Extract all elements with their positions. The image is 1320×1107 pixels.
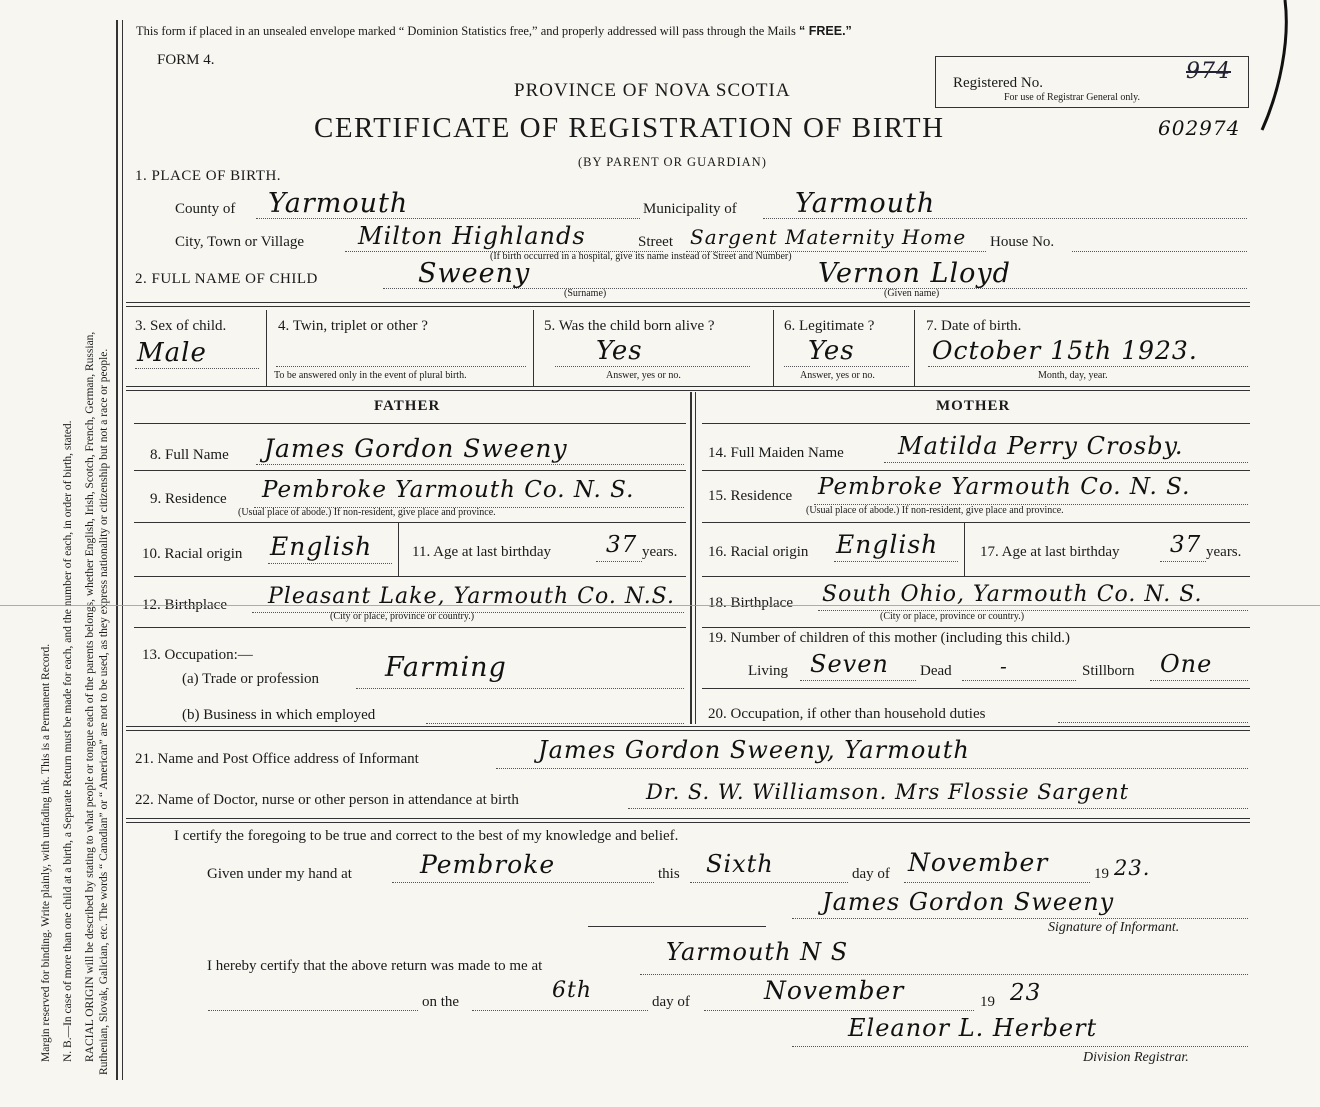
date-of-birth-label: 7. Date of birth. bbox=[926, 318, 1022, 334]
margin-note-multiple-births: N. B.—In case of more than one child at a birth, a Separate Return must be made for each, and the number of each, in order of birth, stated. bbox=[62, 420, 74, 1062]
child-surname: Sweeny bbox=[418, 258, 531, 289]
business-label: (b) Business in which employed bbox=[182, 707, 376, 723]
registrar-place-value: Yarmouth N S bbox=[666, 938, 849, 966]
living-value: Seven bbox=[810, 650, 889, 678]
father-age-value: 37 bbox=[606, 532, 638, 558]
section-divider bbox=[126, 818, 1250, 823]
registered-box bbox=[935, 56, 1249, 108]
year-value: 23. bbox=[1114, 856, 1151, 880]
registrar-year-value: 23 bbox=[1010, 980, 1042, 1006]
mother-residence-note: (Usual place of abode.) If non-resident, give place and province. bbox=[806, 505, 1064, 516]
mother-age-label: 17. Age at last birthday bbox=[980, 544, 1120, 560]
mother-name-value: Matilda Perry Crosby. bbox=[898, 432, 1184, 460]
living-label: Living bbox=[748, 663, 788, 679]
informant-signature: James Gordon Sweeny bbox=[822, 888, 1115, 916]
margin-note-binding: Margin reserved for binding. Write plainly, with unfading ink. This is a Permanent Record. bbox=[40, 643, 52, 1062]
registered-label: Registered No. bbox=[953, 75, 1043, 91]
parents-column-divider bbox=[690, 392, 692, 724]
child-name-label: 2. FULL NAME OF CHILD bbox=[135, 271, 318, 287]
day-of-label: day of bbox=[852, 866, 890, 882]
mother-race-value: English bbox=[836, 530, 939, 559]
child-given-name: Vernon Lloyd bbox=[818, 258, 1011, 289]
father-race-value: English bbox=[270, 532, 373, 561]
stillborn-value: One bbox=[1160, 650, 1213, 678]
father-birthplace-note: (City or place, province or country.) bbox=[330, 611, 475, 622]
mother-heading: MOTHER bbox=[936, 398, 1011, 414]
father-heading: FATHER bbox=[374, 398, 441, 414]
street-label: Street bbox=[638, 234, 673, 250]
father-residence-value: Pembroke Yarmouth Co. N. S. bbox=[262, 477, 635, 503]
handwritten-registration-number: 602974 bbox=[1158, 116, 1241, 140]
father-residence-note: (Usual place of abode.) If non-resident, give place and province. bbox=[238, 507, 496, 518]
section-divider bbox=[126, 386, 1250, 391]
binding-rule bbox=[116, 20, 118, 1080]
registrar-caption: Division Registrar. bbox=[1083, 1050, 1189, 1065]
margin-note-nationality: Ruthenian, Slovak, Galician, etc. The words “ Canadian” or “ American” are not to be used, as they express nationality or citizenship but not a race or people. bbox=[98, 348, 110, 1075]
mother-name-label: 14. Full Maiden Name bbox=[708, 445, 844, 461]
legitimate-label: 6. Legitimate ? bbox=[784, 318, 875, 334]
registrar-signature: Eleanor L. Herbert bbox=[848, 1014, 1098, 1042]
section-divider bbox=[126, 726, 1250, 731]
mother-birthplace-value: South Ohio, Yarmouth Co. N. S. bbox=[822, 582, 1203, 607]
trade-label: (a) Trade or profession bbox=[182, 671, 320, 687]
given-under-hand-label: Given under my hand at bbox=[207, 866, 352, 882]
mother-birthplace-note: (City or place, province or country.) bbox=[880, 611, 1025, 622]
children-count-label: 19. Number of children of this mother (including this child.) bbox=[708, 630, 1071, 646]
municipality-value: Yarmouth bbox=[795, 188, 936, 219]
born-alive-note: Answer, yes or no. bbox=[606, 370, 681, 381]
mother-residence-label: 15. Residence bbox=[708, 488, 793, 504]
father-years-label: years. bbox=[642, 544, 678, 560]
mother-occupation-label: 20. Occupation, if other than household duties bbox=[708, 706, 986, 722]
born-alive-label: 5. Was the child born alive ? bbox=[544, 318, 715, 334]
county-label: County of bbox=[175, 201, 236, 217]
registered-number: 974 bbox=[1186, 59, 1231, 84]
ink-stroke bbox=[1250, 0, 1310, 140]
sex-label: 3. Sex of child. bbox=[135, 318, 227, 334]
mail-note: This form if placed in an unsealed envelope marked “ Dominion Statistics free,” and properly addressed will pass through the Mails “ FREE.” bbox=[136, 24, 852, 38]
day-value: Sixth bbox=[706, 850, 774, 878]
father-birthplace-label: 12. Birthplace bbox=[142, 597, 227, 613]
binding-rule-inner bbox=[122, 20, 123, 1080]
registrar-statement: I hereby certify that the above return was made to me at bbox=[207, 958, 543, 974]
father-residence-label: 9. Residence bbox=[150, 491, 227, 507]
certification-statement: I certify the foregoing to be true and correct to the best of my knowledge and belief. bbox=[174, 828, 679, 844]
father-name-value: James Gordon Sweeny bbox=[264, 434, 568, 463]
twin-note: To be answered only in the event of plural birth. bbox=[274, 370, 467, 381]
street-value: Sargent Maternity Home bbox=[690, 225, 967, 249]
mother-birthplace-label: 18. Birthplace bbox=[708, 595, 793, 611]
registrar-on-label: on the bbox=[422, 994, 460, 1010]
mother-age-value: 37 bbox=[1170, 532, 1202, 558]
date-of-birth-value: October 15th 1923. bbox=[932, 336, 1198, 365]
legitimate-value: Yes bbox=[808, 336, 855, 366]
county-value: Yarmouth bbox=[268, 188, 409, 219]
city-label: City, Town or Village bbox=[175, 234, 305, 250]
sex-value: Male bbox=[137, 338, 207, 368]
father-occupation-label: 13. Occupation:— bbox=[142, 647, 253, 663]
given-place-value: Pembroke bbox=[420, 850, 556, 879]
mother-race-label: 16. Racial origin bbox=[708, 544, 809, 560]
informant-value: James Gordon Sweeny, Yarmouth bbox=[538, 736, 970, 764]
father-race-label: 10. Racial origin bbox=[142, 546, 243, 562]
registrar-day-of-label: day of bbox=[652, 994, 690, 1010]
certificate-subtitle: (BY PARENT OR GUARDIAN) bbox=[578, 155, 767, 169]
dead-label: Dead bbox=[920, 663, 952, 679]
registrar-general-note: For use of Registrar General only. bbox=[1004, 92, 1140, 103]
this-label: this bbox=[658, 866, 680, 882]
doctor-label: 22. Name of Doctor, nurse or other person in attendance at birth bbox=[135, 792, 519, 808]
form-number: FORM 4. bbox=[157, 52, 215, 68]
scan-guide-line bbox=[0, 605, 1320, 606]
twin-label: 4. Twin, triplet or other ? bbox=[278, 318, 428, 334]
hospital-note: (If birth occurred in a hospital, give its name instead of Street and Number) bbox=[490, 251, 792, 262]
informant-label: 21. Name and Post Office address of Informant bbox=[135, 751, 419, 767]
year-prefix: 19 bbox=[1094, 866, 1109, 882]
stillborn-label: Stillborn bbox=[1082, 663, 1135, 679]
doctor-value: Dr. S. W. Williamson. Mrs Flossie Sargent bbox=[646, 780, 1130, 804]
given-name-caption: (Given name) bbox=[884, 288, 940, 299]
place-of-birth-heading: 1. PLACE OF BIRTH. bbox=[135, 168, 282, 184]
surname-caption: (Surname) bbox=[564, 288, 607, 299]
section-divider bbox=[126, 302, 1250, 307]
mother-residence-value: Pembroke Yarmouth Co. N. S. bbox=[818, 474, 1191, 500]
father-age-label: 11. Age at last birthday bbox=[412, 544, 551, 560]
mother-years-label: years. bbox=[1206, 544, 1242, 560]
legitimate-note: Answer, yes or no. bbox=[800, 370, 875, 381]
date-of-birth-note: Month, day, year. bbox=[1038, 370, 1108, 381]
municipality-label: Municipality of bbox=[643, 201, 737, 217]
born-alive-value: Yes bbox=[596, 336, 643, 366]
father-birthplace-value: Pleasant Lake, Yarmouth Co. N.S. bbox=[268, 584, 675, 609]
registrar-day-value: 6th bbox=[552, 978, 593, 1003]
informant-signature-caption: Signature of Informant. bbox=[1048, 920, 1180, 935]
trade-value: Farming bbox=[385, 652, 507, 683]
city-value: Milton Highlands bbox=[358, 222, 586, 250]
margin-note-racial-origin: RACIAL ORIGIN will be described by stating to what people or tongue each of the parents belongs, whether English, Irish, Scotch, French, German, Russian, bbox=[84, 331, 96, 1062]
registrar-year-prefix: 19 bbox=[980, 994, 995, 1010]
dead-value: - bbox=[1000, 654, 1008, 678]
province-heading: PROVINCE OF NOVA SCOTIA bbox=[514, 80, 791, 101]
month-value: November bbox=[908, 848, 1049, 877]
certificate-title: CERTIFICATE OF REGISTRATION OF BIRTH bbox=[314, 112, 945, 144]
registrar-month-value: November bbox=[764, 976, 905, 1005]
house-number-label: House No. bbox=[990, 234, 1055, 250]
father-name-label: 8. Full Name bbox=[150, 447, 229, 463]
